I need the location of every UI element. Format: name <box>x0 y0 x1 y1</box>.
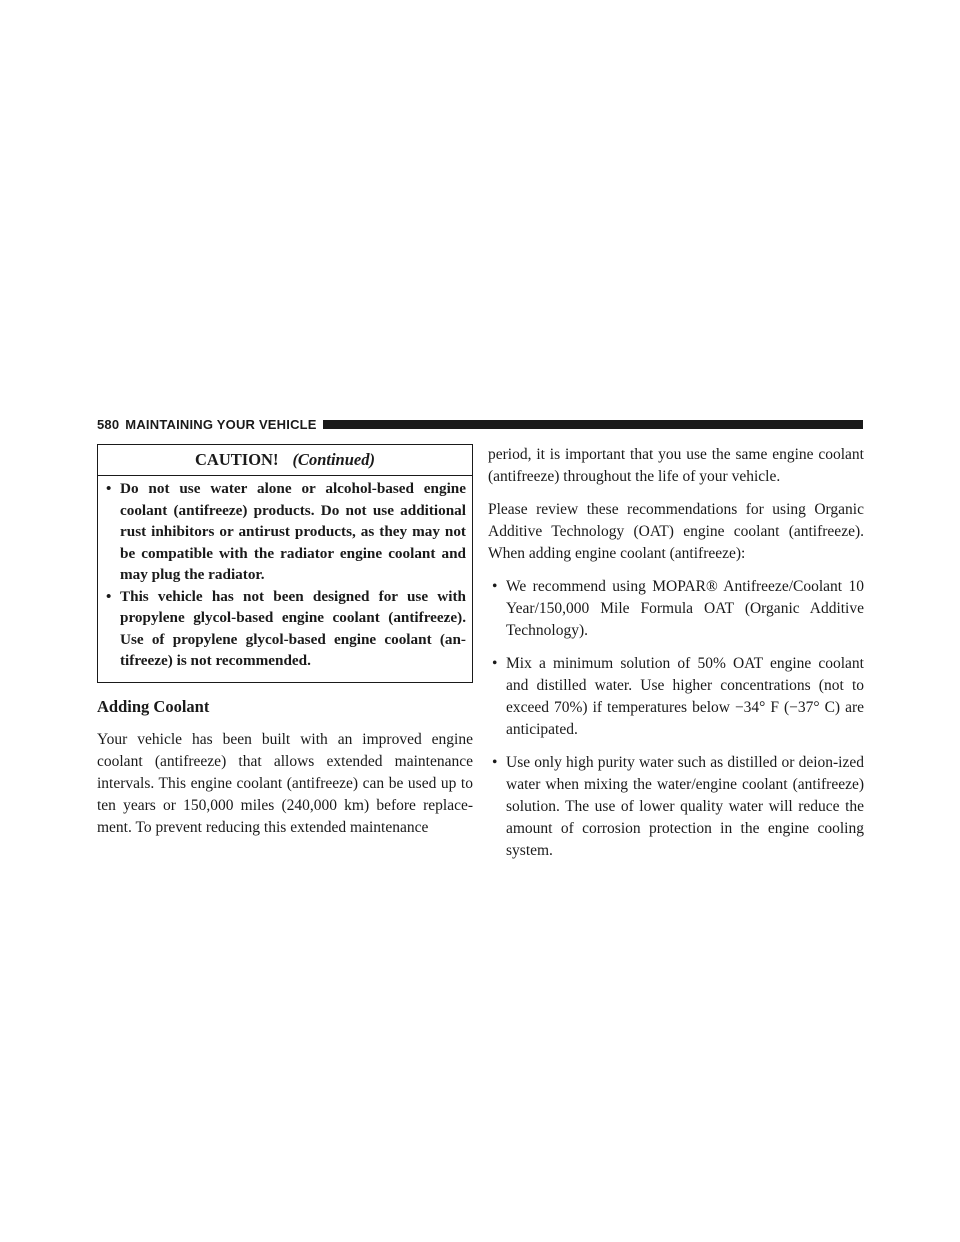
header-rule <box>323 420 863 429</box>
recommendation-item: • We recommend using MOPAR® Antifreeze/Coolant 10 Year/150,000 Mile Formula OAT (Organic Additive Technology). <box>488 576 864 642</box>
recommendation-item: • Mix a minimum solution of 50% OAT engine coolant and distilled water. Use higher concentrations (not to exceed 70%) if temperatures below −34° F (−37° C) are anticipated. <box>488 653 864 741</box>
caution-box <box>97 444 473 683</box>
caution-list <box>104 478 466 672</box>
running-header <box>97 414 863 434</box>
caution-title-text: CAUTION! <box>195 450 279 469</box>
recommendation-item: • Use only high purity water such as distilled or deion-ized water when mixing the water/engine coolant (antifreeze) solution. The use of lower quality water will reduce the amount of corrosion protection in the engine cooling system. <box>488 752 864 862</box>
adding-coolant-heading: Adding Coolant <box>97 696 210 716</box>
recommendations-list <box>488 576 864 862</box>
page-number: 580 <box>97 416 120 432</box>
caution-item: • This vehicle has not been designed for use with propylene glycol-based engine coolant (antifreeze). Use of propylene glycol-based engine coolant (an-tifreeze) is not recommended. <box>104 586 466 672</box>
section-title: MAINTAINING YOUR VEHICLE <box>125 416 317 432</box>
left-column <box>97 444 473 850</box>
recommendations-intro: Please review these recommendations for using Organic Additive Technology (OAT) engine coolant (antifreeze). When adding engine coolant (antifreeze): <box>488 501 864 562</box>
caution-continued-text: (Continued) <box>292 450 375 469</box>
right-column <box>488 444 864 873</box>
caution-title <box>98 445 472 476</box>
caution-item: • Do not use water alone or alcohol-based engine coolant (antifreeze) products. Do not use additional rust inhibitors or antirust products, as they may not be compatible with the radiator engine coolant and may plug the radiator. <box>104 478 466 586</box>
adding-coolant-paragraph: Your vehicle has been built with an improved engine coolant (antifreeze) that allows extended maintenance intervals. This engine coolant (antifreeze) can be used up to ten years or 150,000 miles (240,000 km) before replace-ment. To prevent reducing this extended maintenance <box>97 730 473 836</box>
continuation-paragraph: period, it is important that you use the same engine coolant (antifreeze) throughout the life of your vehicle. <box>488 446 864 485</box>
